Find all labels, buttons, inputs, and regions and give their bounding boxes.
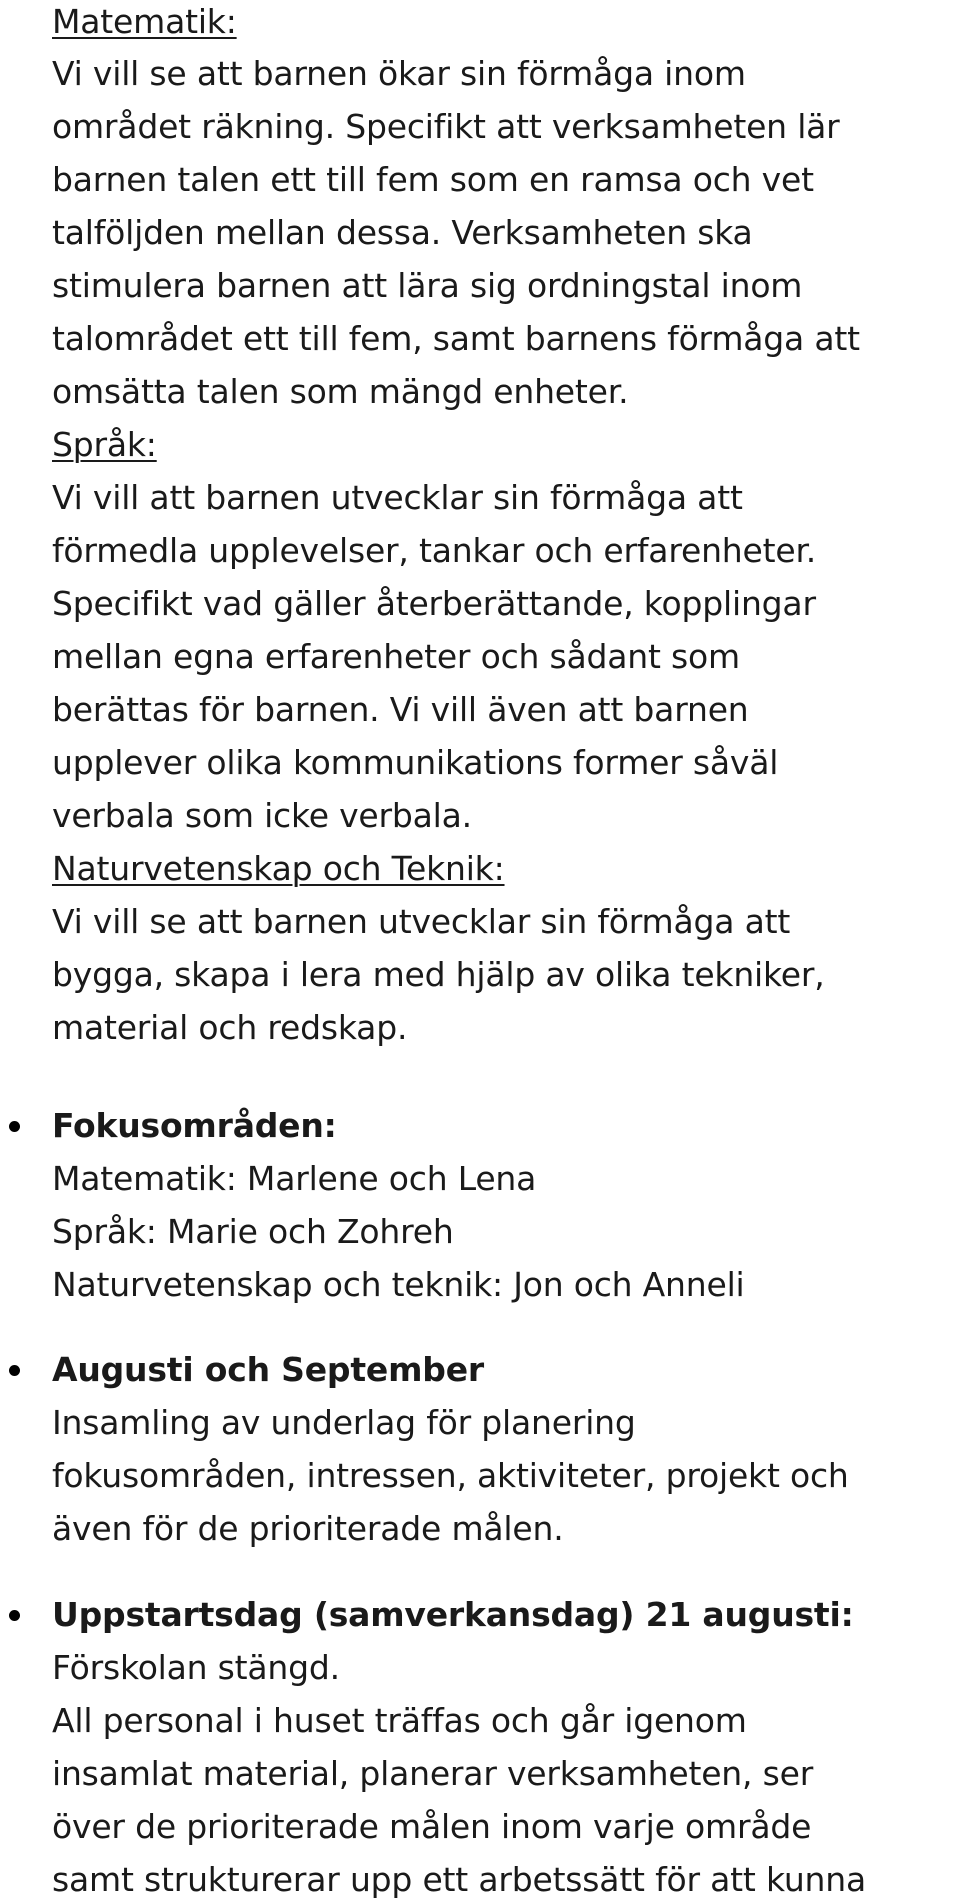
fokusomraden-line-3: Naturvetenskap och teknik: Jon och Anneli bbox=[52, 1265, 745, 1304]
augusti-september-line-1: Insamling av underlag för planering bbox=[52, 1403, 636, 1442]
fokusomraden-line-2: Språk: Marie och Zohreh bbox=[52, 1212, 454, 1251]
sprak-line-4: mellan egna erfarenheter och sådant som bbox=[52, 637, 740, 676]
uppstartsdag-line-4: över de prioriterade målen inom varje område bbox=[52, 1807, 812, 1846]
sprak-line-1: Vi vill att barnen utvecklar sin förmåga att bbox=[52, 478, 743, 517]
sprak-line-3: Specifikt vad gäller återberättande, kopplingar bbox=[52, 584, 816, 623]
naturvetenskap-line-3: material och redskap. bbox=[52, 1008, 408, 1047]
matematik-line-2: området räkning. Specifikt att verksamheten lär bbox=[52, 107, 840, 146]
augusti-september-heading: Augusti och September bbox=[52, 1350, 484, 1389]
matematik-line-4: talföljden mellan dessa. Verksamheten ska bbox=[52, 213, 753, 252]
sprak-line-6: upplever olika kommunikations former såväl bbox=[52, 743, 779, 782]
matematik-line-3: barnen talen ett till fem som en ramsa och vet bbox=[52, 160, 814, 199]
matematik-heading: Matematik: bbox=[52, 2, 237, 41]
fokusomraden-heading: Fokusområden: bbox=[52, 1106, 337, 1145]
fokusomraden-line-1: Matematik: Marlene och Lena bbox=[52, 1159, 537, 1198]
bullet-icon bbox=[9, 1610, 20, 1621]
matematik-line-5: stimulera barnen att lära sig ordningstal inom bbox=[52, 266, 803, 305]
uppstartsdag-line-5: samt strukturerar upp ett arbetssätt för att kunna bbox=[52, 1860, 867, 1899]
uppstartsdag-line-2: All personal i huset träffas och går igenom bbox=[52, 1701, 747, 1740]
uppstartsdag-heading: Uppstartsdag (samverkansdag) 21 augusti: bbox=[52, 1595, 854, 1634]
uppstartsdag-line-3: insamlat material, planerar verksamheten, ser bbox=[52, 1754, 814, 1793]
bullet-icon bbox=[9, 1365, 20, 1376]
sprak-line-7: verbala som icke verbala. bbox=[52, 796, 472, 835]
sprak-line-2: förmedla upplevelser, tankar och erfarenheter. bbox=[52, 531, 817, 570]
augusti-september-line-3: även för de prioriterade målen. bbox=[52, 1509, 564, 1548]
augusti-september-line-2: fokusområden, intressen, aktiviteter, projekt och bbox=[52, 1456, 849, 1495]
naturvetenskap-line-1: Vi vill se att barnen utvecklar sin förmåga att bbox=[52, 902, 791, 941]
naturvetenskap-heading: Naturvetenskap och Teknik: bbox=[52, 849, 505, 888]
naturvetenskap-line-2: bygga, skapa i lera med hjälp av olika tekniker, bbox=[52, 955, 825, 994]
matematik-line-6: talområdet ett till fem, samt barnens förmåga att bbox=[52, 319, 860, 358]
matematik-line-7: omsätta talen som mängd enheter. bbox=[52, 372, 629, 411]
sprak-heading: Språk: bbox=[52, 425, 157, 464]
uppstartsdag-line-1: Förskolan stängd. bbox=[52, 1648, 340, 1687]
sprak-line-5: berättas för barnen. Vi vill även att barnen bbox=[52, 690, 749, 729]
bullet-icon bbox=[9, 1121, 20, 1132]
matematik-line-1: Vi vill se att barnen ökar sin förmåga inom bbox=[52, 54, 746, 93]
